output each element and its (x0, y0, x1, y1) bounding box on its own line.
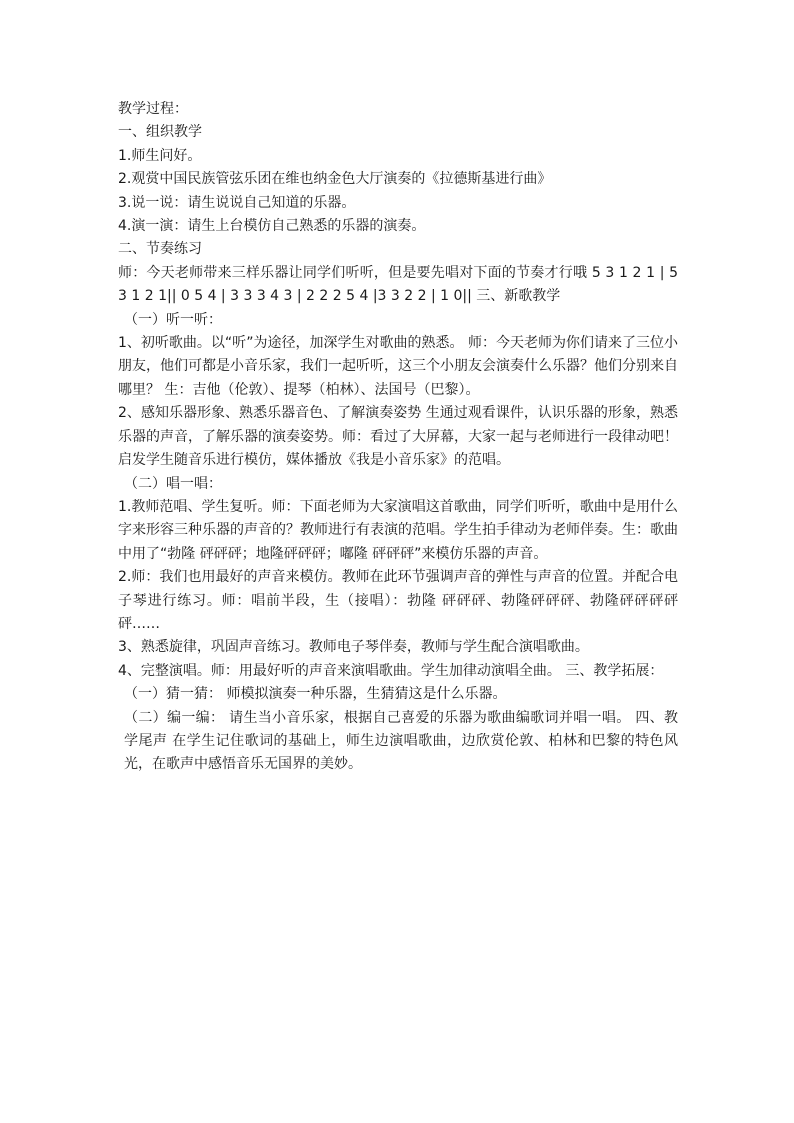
subsection-title-sing: （二）唱一唱： (124, 475, 222, 492)
heading: 教学过程： (118, 101, 188, 117)
section-title-organize: 一、组织教学 (118, 124, 202, 141)
list-item: 4.演一演：请生上台模仿自己熟悉的乐器的演奏。 (118, 218, 426, 235)
paragraph-guess: （一）猜一猜： 师模拟演奏一种乐器，生猜猜这是什么乐器。 (124, 686, 507, 703)
list-item: 2.观赏中国民族管弦乐团在维也纳金色大厅演奏的《拉德斯基进行曲》 (118, 171, 552, 188)
section-title-rhythm: 二、节奏练习 (118, 241, 202, 258)
subsection-title-listen: （一）听一听： (124, 311, 222, 328)
paragraph: 1、初听歌曲。以“听”为途径，加深学生对歌曲的熟悉。 师：今天老师为你们请来了三位小朋友，他们可都是小音乐家，我们一起听听，这三个小朋友会演奏什么乐器？他们分别来自哪里？ 生：吉他（伦敦）、提琴（柏林）、法国号（巴黎）。 (118, 335, 678, 398)
paragraph: 4、完整演唱。师：用最好听的声音来演唱歌曲。学生加律动演唱全曲。 三、教学拓展： (118, 662, 664, 679)
list-item: 1.师生问好。 (118, 147, 202, 164)
paragraph: 3、熟悉旋律，巩固声音练习。教师电子琴伴奏，教师与学生配合演唱歌曲。 (118, 639, 589, 656)
document-body (118, 98, 678, 777)
paragraph-compose: （二）编一编： 请生当小音乐家，根据自己喜爱的乐器为歌曲编歌词并唱一唱。 四、教学尾声 在学生记住歌词的基础上，师生边演唱歌曲，边欣赏伦敦、柏林和巴黎的特色风光，在歌声中感悟音乐无国界的美妙。 (124, 709, 678, 773)
rhythm-paragraph: 师：今天老师带来三样乐器让同学们听听，但是要先唱对下面的节奏才行哦 5 3 1 2 1 | 5 3 1 2 1|| 0 5 4 | 3 3 3 4 3 | 2 2 2 5 4 |3 3 2 2 | 1 0|| 三、新歌教学 (118, 264, 678, 305)
list-item: 3.说一说：请生说说自己知道的乐器。 (118, 194, 356, 211)
paragraph: 2.师：我们也用最好的声音来模仿。教师在此环节强调声音的弹性与声音的位置。并配合电子琴进行练习。师：唱前半段，生（接唱）：勃隆 砰砰砰、勃隆砰砰砰、勃隆砰砰砰砰砰…… (118, 569, 678, 632)
paragraph: 1.教师范唱、学生复听。师：下面老师为大家演唱这首歌曲，同学们听听，歌曲中是用什么字来形容三种乐器的声音的？教师进行有表演的范唱。学生拍手律动为老师伴奏。生：歌曲中用了“勃隆 砰砰砰；地隆砰砰砰；嘟隆 砰砰砰”来模仿乐器的声音。 (118, 498, 678, 562)
paragraph: 2、感知乐器形象、熟悉乐器音色、了解演奏姿势 生通过观看课件，认识乐器的形象，熟悉乐器的声音，了解乐器的演奏姿势。师：看过了大屏幕，大家一起与老师进行一段律动吧！ 启发学生随音乐进行模仿，媒体播放《我是小音乐家》的范唱。 (118, 405, 678, 469)
